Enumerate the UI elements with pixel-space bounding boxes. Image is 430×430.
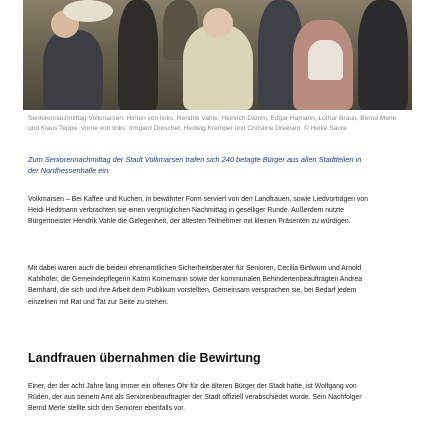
article-paragraph-3: Einer, der der acht Jahre lang immer ein offenes Ohr für die älteren Bürger der Stadt hatte, ist Wolfgang von Rüden, der aus seinem Amt als Seniorenbeauftragter der Stadt offiziell verabschiedet wurde. Sein Nachfolger Bernd Merle stellte sich den Senioren ebenfalls vor. [28, 383, 362, 413]
article-lead: Zum Seniorennachmittag der Stadt Volkmarsen trafen sich 240 betagte Bürger aus allen Stadtteilen in der Nordhessenhalle ein. [28, 155, 362, 175]
article-paragraph-1: Volkmarsen – Bei Kaffee und Kuchen, in bewährter Form serviert von den Landfrauen, sowie Liedvorträgen von Heidi Hedtmann verbrachten sie einen vergnüglichen Nachmittag in geselliger Runde. Außerdem nutzte Bürgermeister Hendrik Vahle die Gelegenheit, der ältesten Teilnehmer mit kleinen Präsenten zu würdigen. [28, 196, 369, 226]
article-photo [23, 0, 412, 110]
article-paragraph-2: Mit dabei waren auch die beiden ehrenamtlichen Sicherheitsberater für Senioren, Cecilia Birtlwum und Arnold Kahlhöfer, die Gemeindepflegerin Katrin Kornemann sowie der kommunalen Behindertenbeauftragten Andrea Bernhard, die sich und ihre Arbeit dem Publikum vorstellten. Gemeinsam versprachen sie, bei Bedarf jedem einzelnen mit Rat und Tat zur Seite zu stehen. [28, 265, 363, 306]
photo-caption: Seniorennachmittag Volkmarsen: Hinten von links: Hendrik Vahle, Heinrich Damm, Edgar Hamann, Lothar Braun, Bernd Merle und Klaus Teppe. Vorne von links: Irmgard Drescher, Hedwig Kremper und Christine Dreesen. © Heike Saure [28, 115, 397, 132]
section-heading: Landfrauen übernahmen die Bewirtung [28, 351, 261, 365]
